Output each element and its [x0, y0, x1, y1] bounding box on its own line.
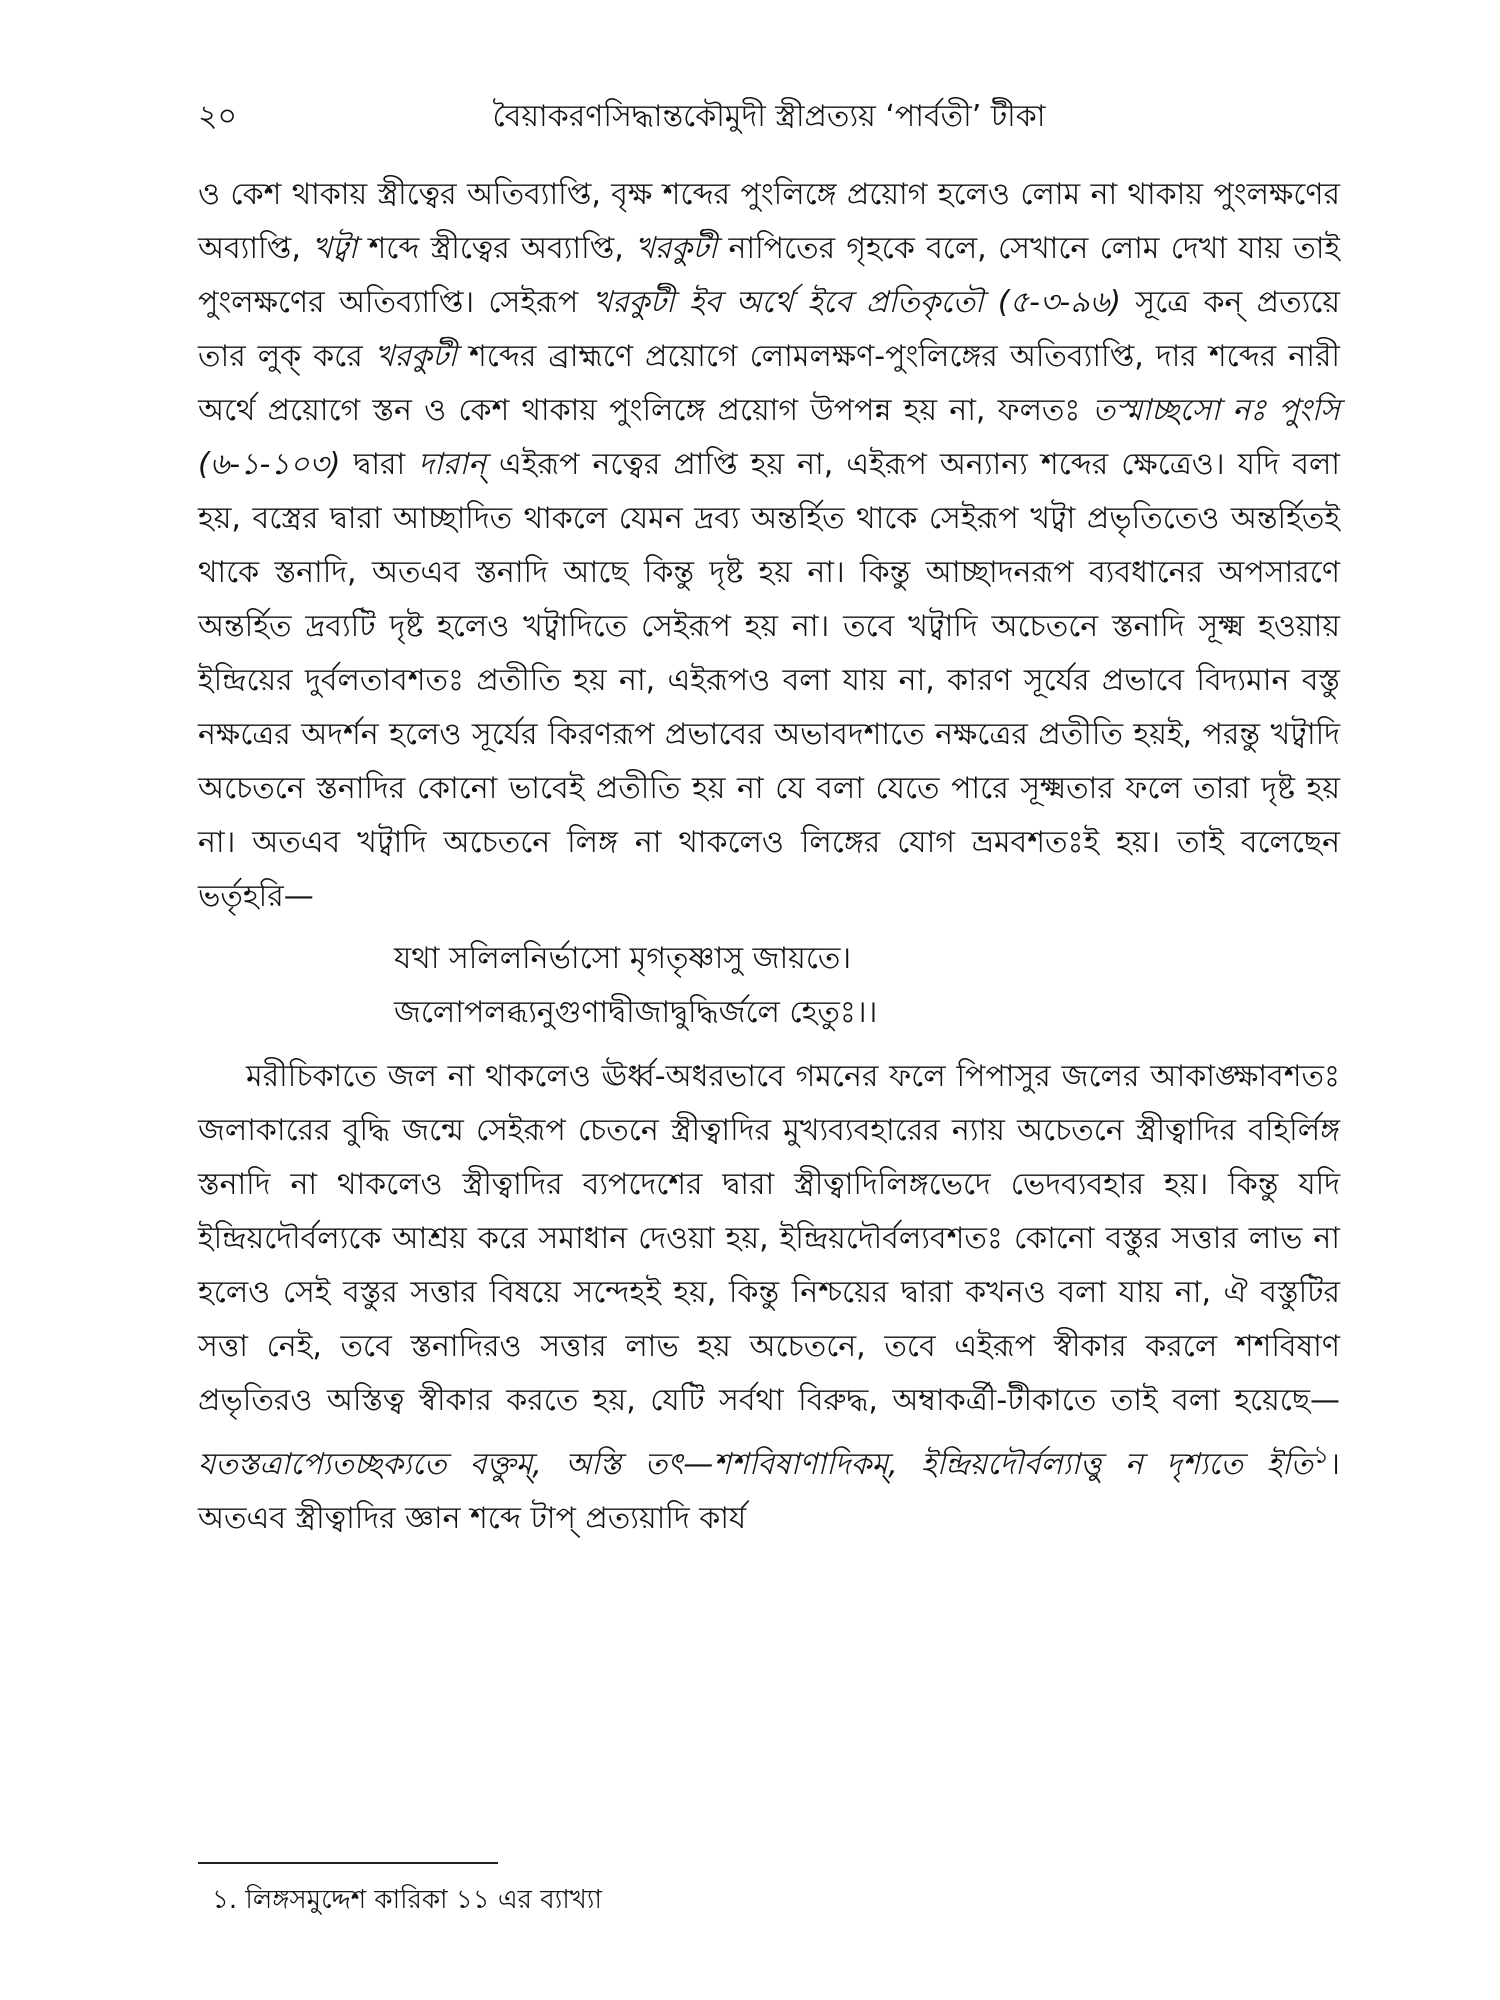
text-run: ও কেশ থাকায় স্ত্রীত্বের অতিব্যাপ্তি, বৃক্ষ শব্দের পুংলিঙ্গে প্রয়োগ হলেও লোম না থাকায় পুংলক্ষণের অব্যাপ্তি, [198, 177, 1340, 266]
paragraph-2 [198, 1050, 1340, 1546]
footnote: ১. লিঙ্গসমুদ্দেশ কারিকা ১১ এর ব্যাখ্যা [212, 1885, 602, 1915]
italic-term: খরকুটী [374, 339, 457, 374]
body-text [198, 168, 1340, 1546]
footnote-marker: ১ [1313, 1440, 1330, 1469]
text-run: নাপিতের গৃহকে বলে, সেখানে লোম দেখা যায় তাই পুংলক্ষণের অতিব্যাপ্তি। সেইরূপ [198, 231, 1341, 320]
italic-term: দারান্ [418, 447, 486, 482]
page-header [198, 92, 1340, 142]
text-run: সূত্রে কন্ প্রত্যয়ে তার লুক্ করে [198, 285, 1341, 374]
verse-quote [198, 932, 1340, 1040]
verse-line-2: জলোপলব্ধ্যনুগুণাদ্বীজাদ্বুদ্ধির্জলে হেতুঃ।। [394, 995, 878, 1030]
italic-quote: যতস্তত্রাপ্যেতচ্ছক্যতে বক্তুম্, অস্তি তৎ—শশবিষাণাদিকম্, ইন্দ্রিয়দৌর্বল্যাত্তু ন দৃশ্যতে ইতি [198, 1447, 1314, 1482]
italic-sutra: খরকুটী ইব অর্থে ইবে প্রতিকৃতৌ (৫-৩-৯৬) [592, 285, 1121, 320]
paragraph-1 [198, 168, 1340, 924]
italic-term: খরকুটী [635, 231, 718, 266]
italic-sutra: তস্মাচ্ছসো নঃ পুংসি (৬-১-১০৩) [198, 393, 1340, 482]
running-title: বৈয়াকরণসিদ্ধান্তকৌমুদী স্ত্রীপ্রত্যয় ‘পার্বতী’ টীকা [492, 99, 1046, 134]
footnote-divider [198, 1862, 498, 1864]
verse-line-1: যথা সলিলনির্ভাসো মৃগতৃষ্ণাসু জায়তে। [394, 941, 852, 976]
italic-term: খট্বা [312, 231, 358, 266]
text-run: শব্দে স্ত্রীত্বের অব্যাপ্তি, [357, 231, 636, 266]
text-run: । অতএব স্ত্রীত্বাদির জ্ঞান শব্দে টাপ্ প্রত্যয়াদি কার্য [198, 1447, 1340, 1536]
text-run: শব্দের ব্রাহ্মণে প্রয়োগে লোমলক্ষণ-পুংলিঙ্গের অতিব্যাপ্তি, দার শব্দের নারী অর্থে প্রয়োগে স্তন ও কেশ থাকায় পুংলিঙ্গে প্রয়োগ উপপন্ন হয় না, ফলতঃ [198, 339, 1340, 428]
text-run: এইরূপ নত্বের প্রাপ্তি হয় না, এইরূপ অন্যান্য শব্দের ক্ষেত্রেও। যদি বলা হয়, বস্ত্রের দ্বারা আচ্ছাদিত থাকলে যেমন দ্রব্য অন্তর্হিত থাকে সেইরূপ খট্বা প্রভৃতিতেও অন্তর্হিতই থাকে স্তনাদি, অতএব স্তনাদি আছে কিন্তু দৃষ্ট হয় না। কিন্তু আচ্ছাদনরূপ ব্যবধানের অপসারণে অন্তর্হিত দ্রব্যটি দৃষ্ট হলেও খট্বাদিতে সেইরূপ হয় না। তবে খট্বাদি অচেতনে স্তনাদি সূক্ষ্ম হওয়ায় ইন্দ্রিয়ের দুর্বলতাবশতঃ প্রতীতি হয় না, এইরূপও বলা যায় না, কারণ সূর্যের প্রভাবে বিদ্যমান বস্তু নক্ষত্রের অদর্শন হলেও সূর্যের কিরণরূপ প্রভাবের অভাবদশাতে নক্ষত্রের প্রতীতি হয়ই, পরন্তু খট্বাদি অচেতনে স্তনাদির কোনো ভাবেই প্রতীতি হয় না যে বলা যেতে পারে সূক্ষ্মতার ফলে তারা দৃষ্ট হয় না। অতএব খট্বাদি অচেতনে লিঙ্গ না থাকলেও লিঙ্গের যোগ ভ্রমবশতঃই হয়। তাই বলেছেন ভর্তৃহরি— [198, 447, 1340, 914]
text-run: দ্বারা [340, 447, 419, 482]
page-number: ২০ [198, 99, 238, 134]
text-run: মরীচিকাতে জল না থাকলেও ঊর্ধ্ব-অধরভাবে গমনের ফলে পিপাসুর জলের আকাঙ্ক্ষাবশতঃ জলাকারের বুদ্ধি জন্মে সেইরূপ চেতনে স্ত্রীত্বাদির মুখ্যব্যবহারের ন্যায় অচেতনে স্ত্রীত্বাদির বহির্লিঙ্গ স্তনাদি না থাকলেও স্ত্রীত্বাদির ব্যপদেশের দ্বারা স্ত্রীত্বাদিলিঙ্গভেদে ভেদব্যবহার হয়। কিন্তু যদি ইন্দ্রিয়দৌর্বল্যকে আশ্রয় করে সমাধান দেওয়া হয়, ইন্দ্রিয়দৌর্বল্যবশতঃ কোনো বস্তুর সত্তার লাভ না হলেও সেই বস্তুর সত্তার বিষয়ে সন্দেহই হয়, কিন্তু নিশ্চয়ের দ্বারা কখনও বলা যায় না, ঐ বস্তুটির সত্তা নেই, তবে স্তনাদিরও সত্তার লাভ হয় অচেতনে, তবে এইরূপ স্বীকার করলে শশবিষাণ প্রভৃতিরও অস্তিত্ব স্বীকার করতে হয়, যেটি সর্বথা বিরুদ্ধ, অম্বাকর্ত্রী-টীকাতে তাই বলা হয়েছে— [198, 1059, 1340, 1418]
